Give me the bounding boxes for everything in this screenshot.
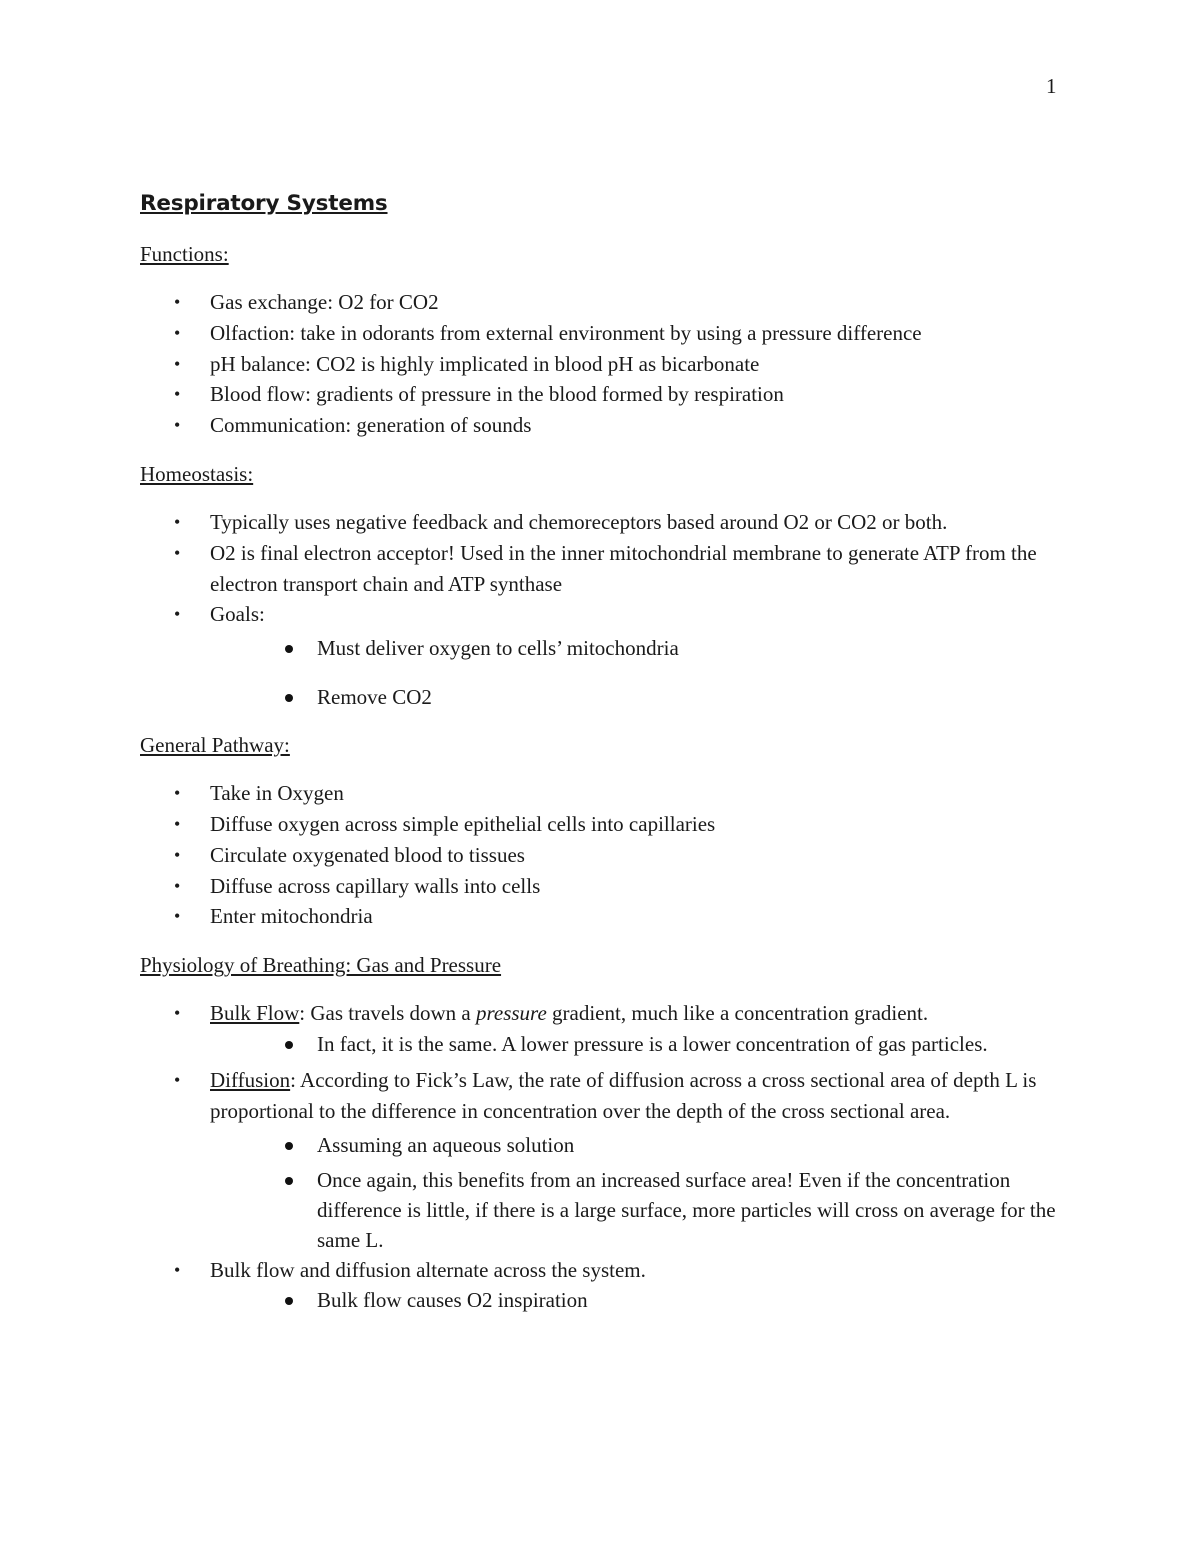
bullet-icon: • <box>174 906 181 927</box>
list-item-bulk-flow: • Bulk Flow: Gas travels down a pressure gradient, much like a concentration gradient. <box>140 998 1070 1029</box>
list-item: • Diffuse across capillary walls into cells <box>140 871 1070 902</box>
bullet-icon: • <box>174 353 181 374</box>
list-item: • Blood flow: gradients of pressure in the blood formed by respiration <box>140 379 1070 410</box>
diffusion-sub-list <box>140 1130 1070 1255</box>
bullet-icon: • <box>174 542 181 563</box>
bullet-icon: • <box>174 511 181 532</box>
sub-list-item: In fact, it is the same. A lower pressure is a lower concentration of gas particles. <box>140 1029 1070 1059</box>
bullet-icon: • <box>174 783 181 804</box>
bullet-icon: • <box>174 1003 181 1024</box>
sub-list-item: Once again, this benefits from an increased surface area! Even if the concentration difference is little, if there is a large surface, more particles will cross on average for the same L. <box>140 1165 1070 1255</box>
bullet-icon <box>285 694 293 702</box>
list-item: • Goals: <box>140 599 1070 630</box>
bullet-icon: • <box>174 604 181 625</box>
homeostasis-heading: Homeostasis: <box>140 461 254 486</box>
alternate-list <box>140 1255 1070 1286</box>
list-item: • O2 is final electron acceptor! Used in the inner mitochondrial membrane to generate ATP from the electron transport chain and ATP synthase <box>140 538 1070 600</box>
bulk-flow-sub-list <box>140 1029 1070 1059</box>
term-bulk-flow: Bulk Flow <box>210 1001 300 1026</box>
homeostasis-list <box>140 507 1070 630</box>
emphasis-pressure: pressure <box>476 1001 547 1026</box>
diffusion-list <box>140 1065 1070 1127</box>
list-item: • Olfaction: take in odorants from external environment by using a pressure difference <box>140 318 1070 349</box>
page-number: 1 <box>1046 74 1057 98</box>
bullet-icon <box>285 1177 293 1185</box>
bullet-icon: • <box>174 322 181 343</box>
bullet-icon: • <box>174 415 181 436</box>
physiology-heading: Physiology of Breathing: Gas and Pressure <box>140 953 502 978</box>
bullet-icon: • <box>174 292 181 312</box>
document-body <box>140 191 1070 1315</box>
physiology-list <box>140 998 1070 1029</box>
bullet-icon: • <box>174 1259 181 1280</box>
goals-list <box>140 633 1070 712</box>
list-item: • Diffuse oxygen across simple epithelial cells into capillaries <box>140 809 1070 840</box>
alternate-sub-list <box>140 1285 1070 1315</box>
term-diffusion: Diffusion <box>210 1067 291 1092</box>
bullet-icon <box>285 1297 293 1305</box>
sub-list-item: Bulk flow causes O2 inspiration <box>140 1285 1070 1315</box>
list-item: • Circulate oxygenated blood to tissues <box>140 840 1070 871</box>
list-item: • Take in Oxygen <box>140 778 1070 809</box>
list-item: • Gas exchange: O2 for CO2 <box>140 287 1070 318</box>
bullet-icon: • <box>174 1069 181 1090</box>
list-item-diffusion: • Diffusion: According to Fick’s Law, the rate of diffusion across a cross sectional area of depth L is proportional to the difference in concentration over the depth of the cross sectional area. <box>140 1065 1070 1127</box>
bullet-icon <box>285 645 293 653</box>
list-item: • Typically uses negative feedback and chemoreceptors based around O2 or CO2 or both. <box>140 507 1070 538</box>
functions-list <box>140 287 1070 441</box>
bullet-icon: • <box>174 384 181 405</box>
bullet-icon <box>285 1041 293 1049</box>
bullet-icon <box>285 1142 293 1150</box>
list-item: • Communication: generation of sounds <box>140 410 1070 441</box>
sub-list-item: Must deliver oxygen to cells’ mitochondria <box>140 633 1070 663</box>
sub-list-item: Assuming an aqueous solution <box>140 1130 1070 1160</box>
list-item: • Enter mitochondria <box>140 901 1070 932</box>
list-item: • pH balance: CO2 is highly implicated in blood pH as bicarbonate <box>140 349 1070 380</box>
pathway-list <box>140 778 1070 932</box>
bullet-icon: • <box>174 844 181 865</box>
document-title: Respiratory Systems <box>140 191 388 216</box>
functions-heading: Functions: <box>140 242 229 266</box>
list-item: • Bulk flow and diffusion alternate across the system. <box>140 1255 1070 1286</box>
bullet-icon: • <box>174 875 181 896</box>
sub-list-item: Remove CO2 <box>140 682 1070 712</box>
pathway-heading: General Pathway: <box>140 733 290 758</box>
bullet-icon: • <box>174 813 181 834</box>
